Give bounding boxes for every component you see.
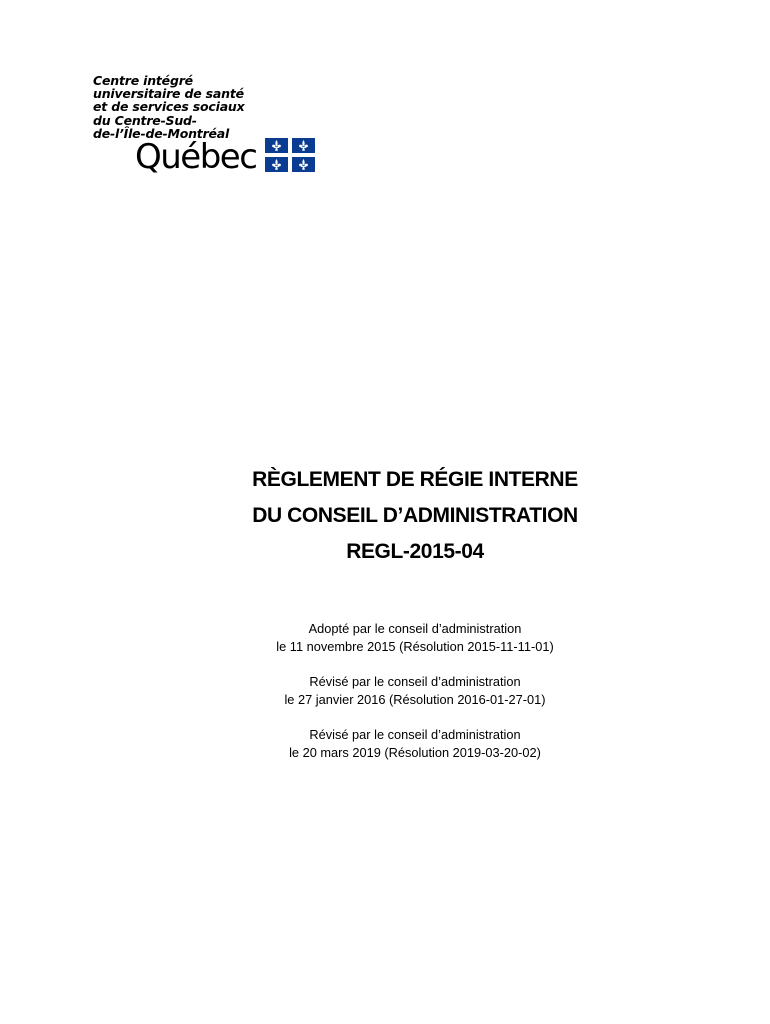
title-line: DU CONSEIL D’ADMINISTRATION xyxy=(252,504,578,527)
organization-name-line: du Centre-Sud- xyxy=(93,112,197,128)
title-line: RÈGLEMENT DE RÉGIE INTERNE xyxy=(252,468,578,491)
organization-name xyxy=(93,74,245,140)
revision-history xyxy=(0,620,770,779)
organization-name-line: de-l’Île-de-Montréal xyxy=(93,125,230,141)
revision-note-date: le 11 novembre 2015 (Résolution 2015-11-11-01) xyxy=(276,638,554,654)
quebec-flag-icon xyxy=(265,138,315,172)
quebec-wordmark: Québec xyxy=(135,137,257,177)
document-title xyxy=(0,462,770,570)
revision-note-action: Adopté par le conseil d’administration xyxy=(308,621,522,636)
revision-note-date: le 27 janvier 2016 (Résolution 2016-01-27-01) xyxy=(284,691,546,707)
revision-note xyxy=(0,673,770,708)
revision-note-date: le 20 mars 2019 (Résolution 2019-03-20-02) xyxy=(289,744,541,760)
revision-note xyxy=(0,726,770,761)
revision-note xyxy=(0,620,770,655)
revision-note-action: Révisé par le conseil d’administration xyxy=(309,674,521,689)
organization-name-line: Centre intégré xyxy=(93,73,193,88)
organization-name-line: universitaire de santé xyxy=(93,86,244,102)
organization-logo xyxy=(93,74,333,184)
organization-name-line: et de services sociaux xyxy=(93,99,245,115)
revision-note-action: Révisé par le conseil d’administration xyxy=(309,727,521,742)
document-code: REGL-2015-04 xyxy=(346,540,484,563)
